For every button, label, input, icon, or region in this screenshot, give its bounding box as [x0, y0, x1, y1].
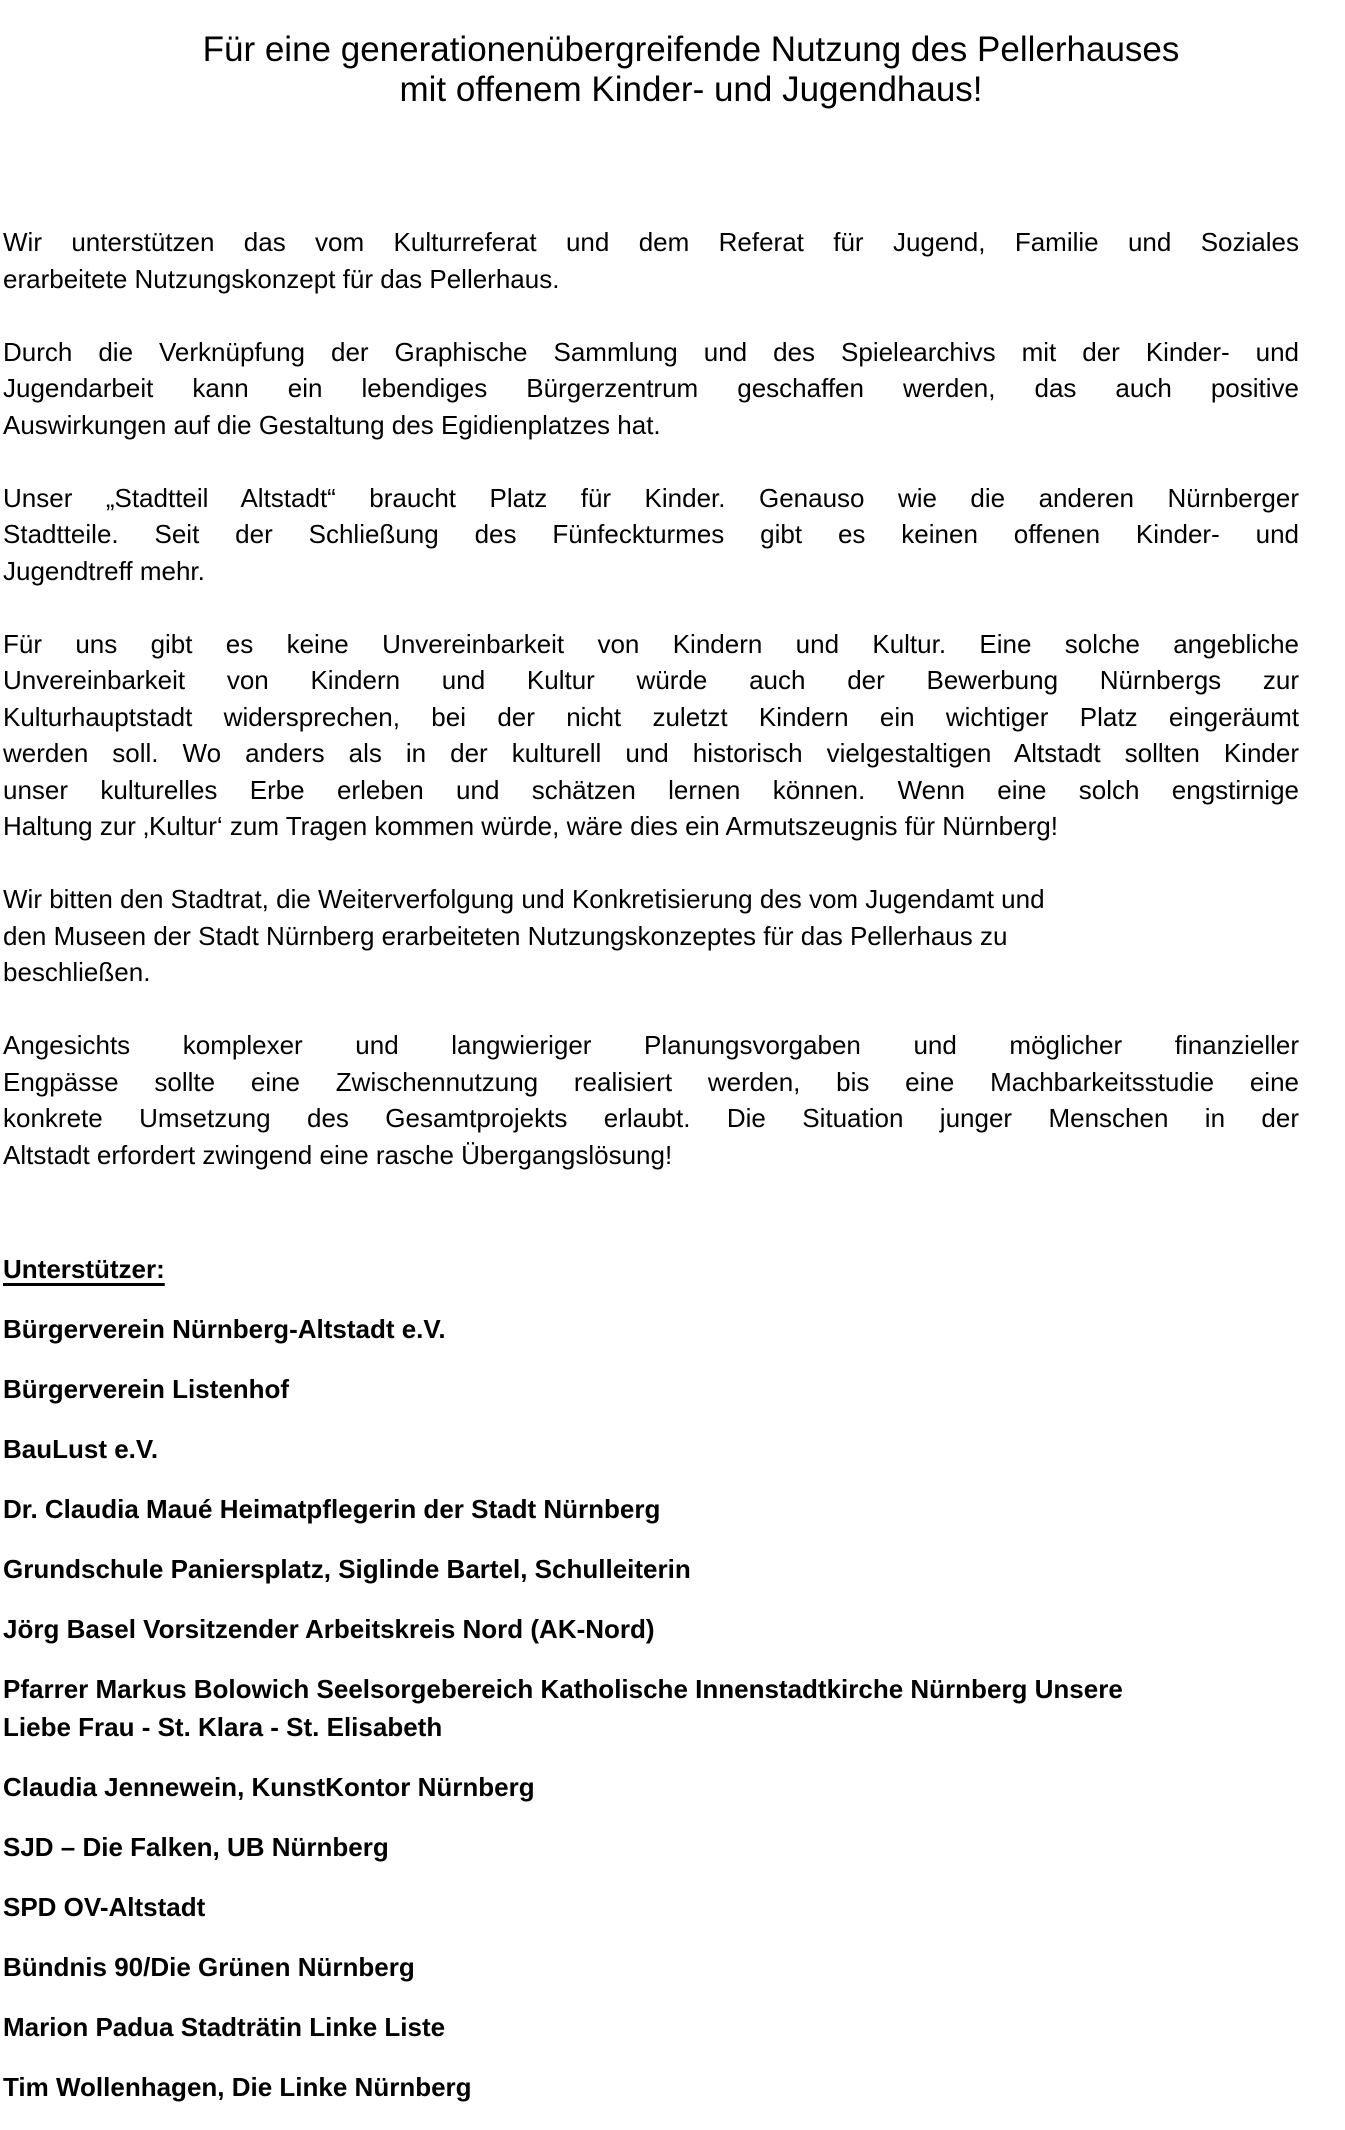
supporter-item	[3, 1948, 1323, 1986]
paragraph-line: Wir unterstützen das vom Kulturreferat und dem Referat für Jugend, Familie und Soziales	[3, 227, 1299, 257]
paragraph-line: Altstadt erfordert zwingend eine rasche Übergangslösung!	[3, 1139, 673, 1170]
supporter-item	[3, 1888, 1323, 1926]
supporter-item	[3, 1670, 1323, 1746]
supporter-item	[3, 1370, 1323, 1408]
supporters-section	[3, 1250, 1323, 2128]
paragraph-line: Engpässe sollte eine Zwischennutzung realisiert werden, bis eine Machbarkeitsstudie eine	[3, 1066, 1299, 1097]
supporter-name: SJD – Die Falken, UB Nürnberg	[3, 1832, 389, 1862]
paragraph-citizen-center	[3, 334, 1299, 444]
supporter-name: Dr. Claudia Maué Heimatpflegerin der Stadt Nürnberg	[3, 1494, 661, 1524]
supporter-name: BauLust e.V.	[3, 1434, 159, 1464]
paragraph-children-and-culture	[3, 626, 1299, 845]
paragraph-line: Unser „Stadtteil Altstadt“ braucht Platz für Kinder. Genauso wie die anderen Nürnberger	[3, 482, 1299, 513]
title-line: Für eine generationenübergreifende Nutzung des Pellerhauses	[202, 30, 1180, 69]
supporter-name: Tim Wollenhagen, Die Linke Nürnberg	[3, 2072, 472, 2102]
supporter-item	[3, 2008, 1323, 2046]
paragraph-line: Angesichts komplexer und langwieriger Planungsvorgaben und möglicher finanzieller	[3, 1030, 1299, 1060]
supporter-name-continued: Liebe Frau - St. Klara - St. Elisabeth	[3, 1712, 443, 1742]
supporter-item	[3, 1550, 1323, 1588]
supporter-item	[3, 2068, 1323, 2106]
supporter-item	[3, 1828, 1323, 1866]
paragraph-line: Jugendtreff mehr.	[3, 555, 205, 586]
supporter-item	[3, 1490, 1323, 1528]
supporter-item	[3, 1430, 1323, 1468]
paragraph-line: Durch die Verknüpfung der Graphische Sammlung und des Spielearchivs mit der Kinder- und	[3, 336, 1299, 367]
paragraph-line: erarbeitete Nutzungskonzept für das Pellerhaus.	[3, 263, 560, 294]
paragraph-line: Auswirkungen auf die Gestaltung des Egidienplatzes hat.	[3, 409, 661, 440]
paragraph-line: unser kulturelles Erbe erleben und schätzen lernen können. Wenn eine solch engstirnige	[3, 774, 1299, 805]
supporter-name: Claudia Jennewein, KunstKontor Nürnberg	[3, 1772, 535, 1802]
paragraph-space-for-children	[3, 480, 1299, 590]
paragraph-line: konkrete Umsetzung des Gesamtprojekts erlaubt. Die Situation junger Menschen in der	[3, 1103, 1299, 1133]
supporter-name: Bündnis 90/Die Grünen Nürnberg	[3, 1952, 415, 1982]
document-title	[0, 30, 1345, 110]
paragraph-interim-use	[3, 1027, 1299, 1173]
supporters-list	[3, 1310, 1323, 2106]
paragraph-line: den Museen der Stadt Nürnberg erarbeiteten Nutzungskonzeptes für das Pellerhaus zu	[3, 920, 1008, 951]
supporters-heading: Unterstützer:	[3, 1254, 165, 1284]
paragraph-support-concept	[3, 224, 1299, 297]
supporter-name: Grundschule Paniersplatz, Siglinde Bartel, Schulleiterin	[3, 1554, 691, 1584]
paragraph-line: Wir bitten den Stadtrat, die Weiterverfolgung und Konkretisierung des vom Jugendamt und	[3, 884, 1045, 914]
supporter-name: Pfarrer Markus Bolowich Seelsorgebereich Katholische Innenstadtkirche Nürnberg Unsere	[3, 1674, 1123, 1704]
paragraph-line: Unvereinbarkeit von Kindern und Kultur würde auch der Bewerbung Nürnbergs zur	[3, 665, 1299, 695]
paragraph-line: Stadtteile. Seit der Schließung des Fünfeckturmes gibt es keinen offenen Kinder- und	[3, 519, 1299, 549]
paragraph-line: Kulturhauptstadt widersprechen, bei der nicht zuletzt Kindern ein wichtiger Platz eingeräumt	[3, 701, 1299, 732]
supporter-name: Bürgerverein Listenhof	[3, 1374, 290, 1404]
supporter-name: Bürgerverein Nürnberg-Altstadt e.V.	[3, 1314, 446, 1344]
title-line: mit offenem Kinder- und Jugendhaus!	[399, 70, 983, 109]
supporter-name: Marion Padua Stadträtin Linke Liste	[3, 2012, 446, 2042]
paragraph-city-council-request	[3, 881, 1299, 991]
paragraph-line: Für uns gibt es keine Unvereinbarkeit von Kindern und Kultur. Eine solche angebliche	[3, 628, 1299, 659]
paragraph-line: Jugendarbeit kann ein lebendiges Bürgerzentrum geschaffen werden, das auch positive	[3, 373, 1299, 403]
supporter-item	[3, 1768, 1323, 1806]
paragraph-line: werden soll. Wo anders als in der kulturell und historisch vielgestaltigen Altstadt sollten Kinder	[3, 738, 1299, 768]
paragraph-line: beschließen.	[3, 957, 151, 987]
supporter-item	[3, 1610, 1323, 1648]
document-body	[3, 224, 1299, 1210]
paragraph-line: Haltung zur ‚Kultur‘ zum Tragen kommen würde, wäre dies ein Armutszeugnis für Nürnberg!	[3, 811, 1058, 841]
supporter-name: SPD OV-Altstadt	[3, 1892, 206, 1922]
supporter-item	[3, 1310, 1323, 1348]
supporter-name: Jörg Basel Vorsitzender Arbeitskreis Nord (AK-Nord)	[3, 1614, 655, 1644]
